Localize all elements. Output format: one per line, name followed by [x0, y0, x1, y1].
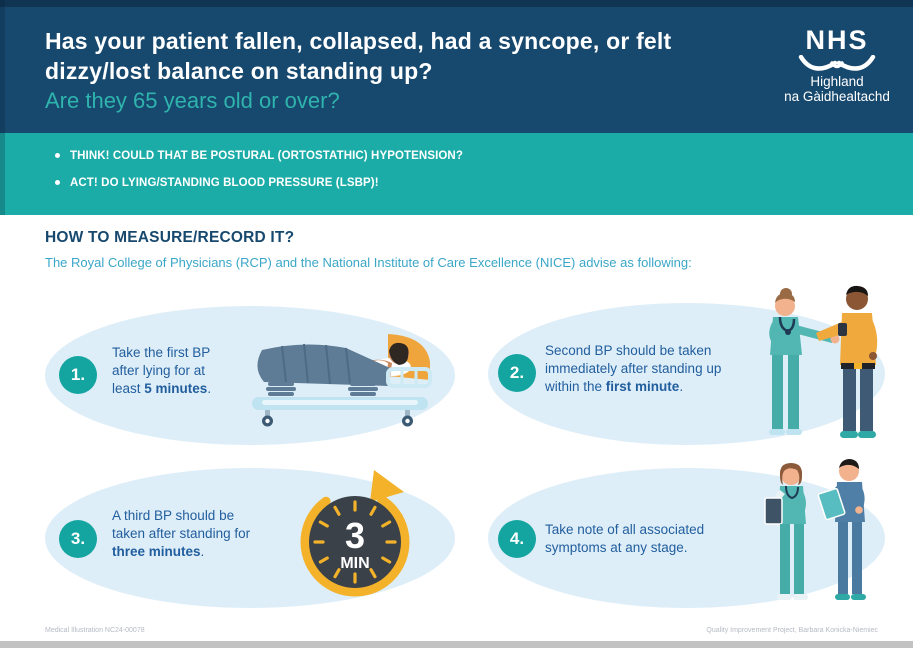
footer-credit: Quality Improvement Project, Barbara Konicka-Niemiec: [706, 627, 878, 634]
nhs-wave-icon: [795, 55, 879, 73]
page-subtitle: Are they 65 years old or over?: [45, 88, 340, 113]
step-3-text: A third BP should be taken after standing for three minutes.: [112, 508, 251, 559]
nhs-gaelic-text: na Gàidhealtachd: [784, 89, 890, 104]
nhs-highland-logo: [782, 26, 892, 104]
step-3-number-badge: 3.: [59, 520, 97, 558]
bullet-dot-icon: [55, 180, 60, 185]
bottom-window-edge: [0, 641, 913, 648]
page-left-edge: [0, 0, 5, 215]
step-4-number-badge: 4.: [498, 520, 536, 558]
section-heading: HOW TO MEASURE/RECORD IT?: [45, 229, 295, 246]
section-intro: The Royal College of Physicians (RCP) and the National Institute of Care Excellence (NICE) advise as following:: [45, 255, 692, 270]
three-minute-timer-icon: [298, 468, 413, 600]
footer-reference: Medical Illustration NC24-00078: [45, 627, 145, 634]
nhs-region-text: Highland: [810, 74, 864, 89]
step-4-text: Take note of all associated symptoms at any stage.: [545, 522, 705, 555]
alert-bullet-think: THINK! COULD THAT BE POSTURAL (ORTOSTATHIC) HYPOTENSION?: [55, 148, 463, 164]
hospital-bed-illustration: [242, 318, 437, 428]
header-banner: [0, 0, 913, 133]
nurse-taking-blood-pressure-illustration: [742, 283, 890, 445]
page-top-edge: [0, 0, 913, 7]
alert-band: [0, 133, 913, 215]
step-2-number-badge: 2.: [498, 354, 536, 392]
step-1-number-badge: 1.: [59, 356, 97, 394]
clinicians-with-clipboards-illustration: [753, 458, 885, 610]
step-2-text: Second BP should be taken immediately after standing up within the first minute.: [545, 343, 722, 394]
title-line-2: dizzy/lost balance on standing up?: [45, 58, 433, 84]
page-title: [45, 26, 745, 86]
bullet-dot-icon: [55, 153, 60, 158]
title-line-1: Has your patient fallen, collapsed, had a syncope, or felt: [45, 28, 672, 54]
alert-bullet-act: ACT! DO LYING/STANDING BLOOD PRESSURE (LSBP)!: [55, 175, 463, 191]
step-1-text: Take the first BP after lying for at least 5 minutes.: [112, 345, 212, 396]
nhs-logo-text: NHS: [805, 25, 869, 55]
timer-value: 3: [344, 515, 366, 556]
timer-unit: MIN: [340, 555, 370, 572]
